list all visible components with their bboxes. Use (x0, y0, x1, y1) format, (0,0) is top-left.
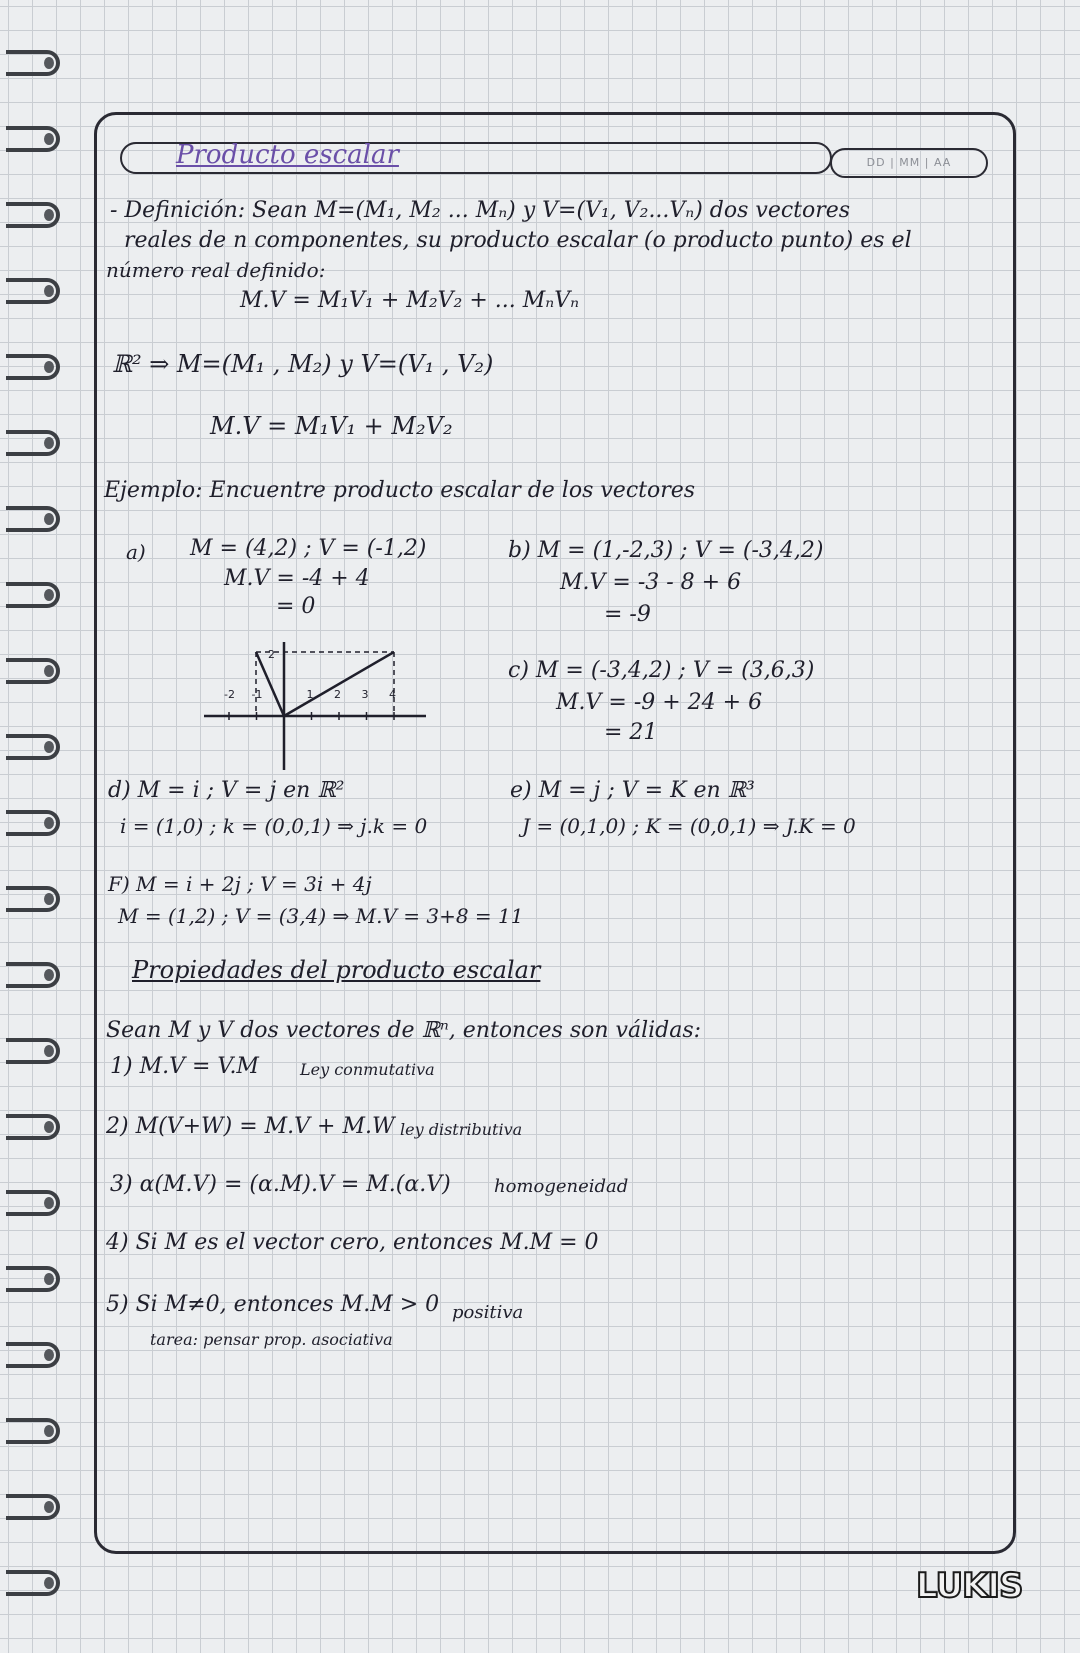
example-c-line-2: M.V = -9 + 24 + 6 (556, 690, 763, 715)
r2-line-1: ℝ² ⇒ M=(M₁ , M₂) y V=(V₁ , V₂) (112, 350, 494, 378)
binding-hole (44, 1425, 54, 1437)
vector-graph (200, 632, 432, 772)
example-b-line-1: b) M = (1,-2,3) ; V = (-3,4,2) (508, 538, 824, 563)
x-tick-label: 3 (361, 688, 369, 701)
definition-formula: M.V = M₁V₁ + M₂V₂ + ... MₙVₙ (240, 288, 579, 313)
property-1: 1) M.V = V.M (110, 1054, 259, 1079)
binding-hole (44, 1045, 54, 1057)
vector-m (284, 652, 394, 716)
binding-hole (44, 589, 54, 601)
binding-hole (44, 665, 54, 677)
binding-hole (44, 1273, 54, 1285)
property-3: 3) α(M.V) = (α.M).V = M.(α.V) (110, 1172, 451, 1197)
definition-line-2: reales de n componentes, su producto escalar (o producto punto) es el (124, 228, 912, 253)
property-4: 4) Si M es el vector cero, entonces M.M = 0 (106, 1230, 599, 1255)
properties-intro: Sean M y V dos vectores de ℝⁿ, entonces son válidas: (106, 1018, 702, 1043)
spiral-binding (0, 0, 70, 1653)
binding-hole (44, 513, 54, 525)
x-tick-label: 4 (389, 688, 396, 701)
example-e-line-1: e) M = j ; V = K en ℝ³ (510, 778, 755, 803)
example-a-line-2: M.V = -4 + 4 (224, 566, 370, 591)
x-tick-label: 2 (334, 688, 341, 701)
binding-hole (44, 1501, 54, 1513)
property-2-note: ley distributiva (400, 1120, 523, 1139)
definition-line-3: número real definido: (106, 258, 326, 282)
example-a-line-3: = 0 (276, 594, 316, 619)
definition-line-1: - Definición: Sean M=(M₁, M₂ ... Mₙ) y V=(V₁, V₂...Vₙ) dos vectores (110, 198, 851, 223)
vector-v (256, 652, 284, 716)
example-a-line-1: M = (4,2) ; V = (-1,2) (190, 536, 427, 561)
property-5: 5) Si M≠0, entonces M.M > 0 (106, 1292, 440, 1317)
example-f-line-1: F) M = i + 2j ; V = 3i + 4j (108, 872, 372, 896)
properties-title: Propiedades del producto escalar (132, 956, 541, 984)
date-box: DD | MM | AA (830, 148, 988, 178)
example-e-line-2: J = (0,1,0) ; K = (0,0,1) ⇒ J.K = 0 (522, 814, 856, 838)
example-b-line-3: = -9 (604, 602, 651, 627)
binding-hole (44, 1577, 54, 1589)
example-c-line-1: c) M = (-3,4,2) ; V = (3,6,3) (508, 658, 815, 683)
binding-hole (44, 1121, 54, 1133)
x-tick-label: 1 (306, 688, 314, 701)
binding-hole (44, 817, 54, 829)
example-intro: Ejemplo: Encuentre producto escalar de los vectores (104, 478, 696, 503)
r2-line-2: M.V = M₁V₁ + M₂V₂ (210, 412, 453, 440)
binding-hole (44, 285, 54, 297)
example-b-line-2: M.V = -3 - 8 + 6 (560, 570, 742, 595)
x-tick-label: -2 (224, 688, 235, 701)
property-1-note: Ley conmutativa (300, 1060, 435, 1079)
binding-hole (44, 893, 54, 905)
property-5-note: positiva (452, 1302, 524, 1323)
example-f-line-2: M = (1,2) ; V = (3,4) ⇒ M.V = 3+8 = 11 (118, 904, 524, 928)
example-c-line-3: = 21 (604, 720, 658, 745)
brand-logo: LUKIS (916, 1566, 1023, 1606)
property-3-note: homogeneidad (494, 1176, 629, 1197)
binding-hole (44, 1349, 54, 1361)
binding-hole (44, 1197, 54, 1209)
page-title: Producto escalar (176, 140, 399, 170)
binding-hole (44, 361, 54, 373)
x-tick-label: -1 (251, 688, 263, 701)
example-d-line-2: i = (1,0) ; k = (0,0,1) ⇒ j.k = 0 (120, 814, 428, 838)
homework-note: tarea: pensar prop. asociativa (150, 1330, 393, 1349)
binding-hole (44, 437, 54, 449)
y-tick-label: 2 (268, 648, 275, 661)
example-a-label: a) (126, 540, 146, 564)
binding-hole (44, 57, 54, 69)
example-d-line-1: d) M = i ; V = j en ℝ² (108, 778, 345, 803)
property-2: 2) M(V+W) = M.V + M.W (106, 1114, 395, 1139)
binding-hole (44, 133, 54, 145)
binding-hole (44, 969, 54, 981)
binding-hole (44, 209, 54, 221)
binding-hole (44, 741, 54, 753)
